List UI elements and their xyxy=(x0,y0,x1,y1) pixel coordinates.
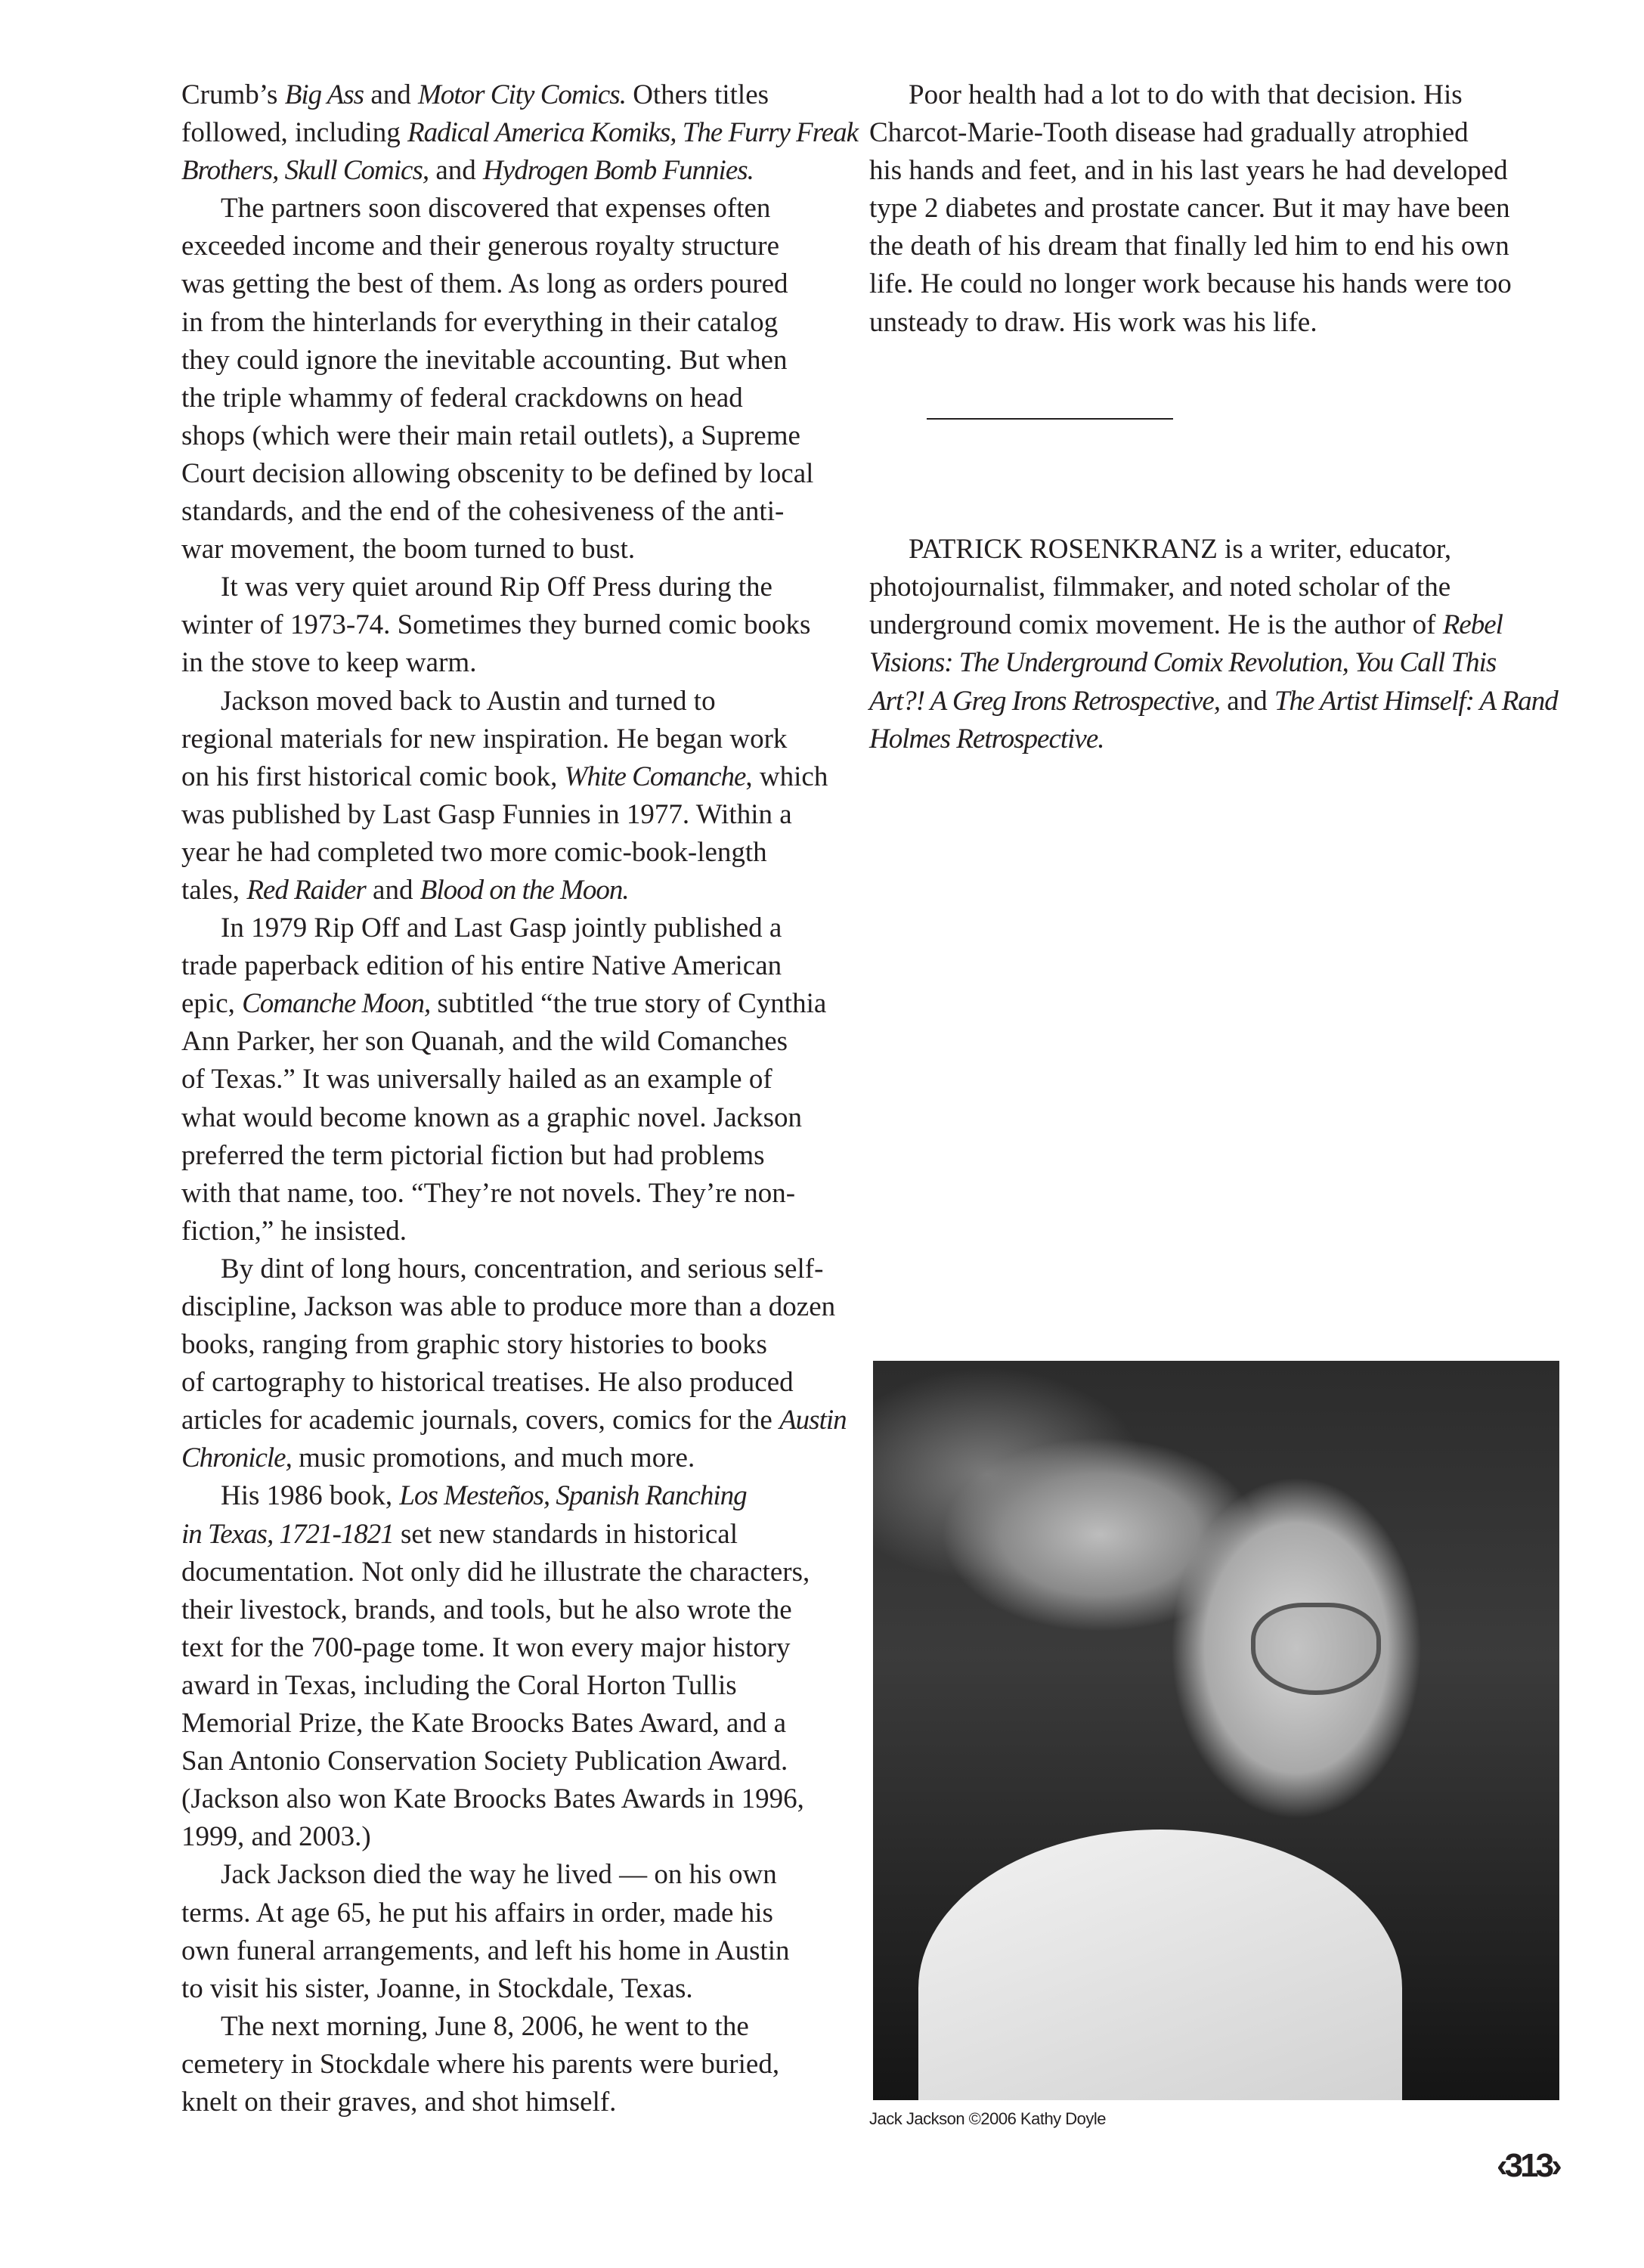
body-text: His 1986 book, xyxy=(221,1480,400,1512)
body-text: shops (which were their main retail outlets), a Supreme xyxy=(181,420,800,451)
author-bio xyxy=(869,531,1565,758)
body-text: Jackson moved back to Austin and turned to xyxy=(221,685,716,717)
italic-title-text: Visions: The Underground Comix Revolution, You Call This xyxy=(869,647,1497,679)
photo-glasses-shape xyxy=(1251,1603,1381,1695)
closing-paragraph xyxy=(869,76,1565,342)
text-line xyxy=(181,493,839,531)
portrait-photo xyxy=(873,1361,1559,2100)
paragraph xyxy=(181,1477,839,1856)
italic-title-text: Radical America Komiks, The Furry Freak xyxy=(407,117,859,149)
body-text: Crumb’s xyxy=(181,79,285,110)
body-text: articles for academic journals, covers, comics for the xyxy=(181,1405,780,1436)
text-line xyxy=(181,1364,839,1402)
text-line xyxy=(181,1250,839,1288)
paragraph xyxy=(181,1250,847,1478)
text-line xyxy=(181,1137,839,1175)
body-text: San Antonio Conservation Society Publication Award. xyxy=(181,1746,788,1777)
text-line xyxy=(181,1970,839,2008)
body-text: Court decision allowing obscenity to be defined by local xyxy=(181,457,814,489)
text-line xyxy=(181,1213,839,1250)
body-text: (Jackson also won Kate Broocks Bates Awards in 1996, xyxy=(181,1783,804,1815)
body-text: of Texas.” It was universally hailed as an example of xyxy=(181,1064,772,1095)
body-text: war movement, the boom turned to bust. xyxy=(181,534,636,565)
text-line xyxy=(181,114,859,152)
left-text-column xyxy=(181,76,859,2121)
italic-title-text: Brothers, Skull Comics, xyxy=(181,155,429,187)
body-text: fiction,” he insisted. xyxy=(181,1215,407,1247)
body-text: to visit his sister, Joanne, in Stockdale, Texas. xyxy=(181,1972,693,2004)
text-line xyxy=(869,531,1565,569)
text-line xyxy=(181,606,839,644)
text-line xyxy=(181,2008,839,2046)
text-line xyxy=(869,606,1565,644)
text-line xyxy=(181,834,839,872)
body-text: in the stove to keep warm. xyxy=(181,647,477,679)
body-text: By dint of long hours, concentration, and serious self- xyxy=(221,1253,824,1284)
body-text: type 2 diabetes and prostate cancer. But it may have been xyxy=(869,193,1510,225)
body-text: documentation. Not only did he illustrate the characters, xyxy=(181,1556,810,1588)
text-line xyxy=(181,758,839,796)
page-number: ‹313› xyxy=(1497,2147,1559,2184)
text-line xyxy=(181,1439,839,1477)
italic-title-text: Los Mesteños, Spanish Ranching xyxy=(399,1480,747,1512)
text-line xyxy=(181,1477,839,1515)
body-text: books, ranging from graphic story histories to books xyxy=(181,1329,767,1361)
body-text: his hands and feet, and in his last years he had developed xyxy=(869,155,1508,187)
paragraph xyxy=(181,190,839,569)
body-text: unsteady to draw. His work was his life. xyxy=(869,306,1317,338)
paragraph xyxy=(181,909,839,1250)
body-text: year he had completed two more comic-book-length xyxy=(181,836,767,868)
text-line xyxy=(181,152,839,190)
text-line xyxy=(181,683,839,720)
text-line xyxy=(869,114,1565,152)
body-text: the triple whammy of federal crackdowns on head xyxy=(181,382,743,414)
italic-title-text: Red Raider xyxy=(246,874,366,906)
italic-title-text: Chronicle, xyxy=(181,1442,292,1474)
body-text: terms. At age 65, he put his affairs in order, made his xyxy=(181,1897,773,1929)
text-line xyxy=(869,720,1565,758)
body-text: The partners soon discovered that expenses often xyxy=(221,193,771,225)
body-text: standards, and the end of the cohesiveness of the anti- xyxy=(181,496,785,528)
body-text: The next morning, June 8, 2006, he went to the xyxy=(221,2010,749,2042)
body-text: Others titles xyxy=(625,79,769,110)
italic-title-text: Holmes Retrospective. xyxy=(869,723,1104,754)
italic-title-text: in Texas, 1721-1821 xyxy=(181,1518,394,1550)
body-text: regional materials for new inspiration. He began work xyxy=(181,723,788,754)
text-line xyxy=(181,265,839,303)
text-line xyxy=(869,265,1565,303)
text-line xyxy=(181,1591,839,1629)
italic-title-text: Art?! A Greg Irons Retrospective, xyxy=(869,685,1221,717)
body-text: preferred the term pictorial fiction but had problems xyxy=(181,1139,765,1171)
text-line xyxy=(181,1288,839,1326)
italic-title-text: Hydrogen Bomb Funnies. xyxy=(483,155,754,187)
body-text: 1999, and 2003.) xyxy=(181,1821,371,1853)
text-line xyxy=(869,76,1565,114)
text-line xyxy=(181,720,839,758)
italic-title-text: Austin xyxy=(779,1405,847,1436)
body-text: the death of his dream that finally led him to end his own xyxy=(869,231,1509,262)
text-line xyxy=(181,1856,839,1894)
text-line xyxy=(869,190,1565,228)
italic-title-text: Big Ass xyxy=(284,79,364,110)
text-line xyxy=(181,1818,839,1856)
text-line xyxy=(869,683,1565,720)
body-text: on his first historical comic book, xyxy=(181,761,565,792)
body-text: and xyxy=(429,155,484,187)
body-text: underground comix movement. He is the author of xyxy=(869,609,1443,641)
text-line xyxy=(181,1705,839,1743)
text-line xyxy=(181,796,839,834)
body-text: music promotions, and much more. xyxy=(291,1442,695,1474)
body-text: what would become known as a graphic novel. Jackson xyxy=(181,1101,802,1133)
text-line xyxy=(181,1667,839,1705)
text-line xyxy=(181,228,839,265)
body-text: It was very quiet around Rip Off Press during the xyxy=(221,572,772,603)
body-text: with that name, too. “They’re not novels. They’re non- xyxy=(181,1177,796,1209)
paragraph xyxy=(869,531,1565,758)
text-line xyxy=(181,1023,839,1061)
body-text: In 1979 Rip Off and Last Gasp jointly published a xyxy=(221,912,782,944)
body-text: , which xyxy=(745,761,828,792)
body-text: cemetery in Stockdale where his parents were buried, xyxy=(181,2048,780,2080)
paragraph xyxy=(181,569,839,682)
body-text: Memorial Prize, the Kate Broocks Bates Award, and a xyxy=(181,1708,787,1740)
body-text: their livestock, brands, and tools, but he also wrote the xyxy=(181,1594,792,1625)
text-line xyxy=(181,1743,839,1780)
text-line xyxy=(181,1402,847,1439)
text-line xyxy=(181,1326,839,1364)
text-line xyxy=(181,985,839,1023)
text-line xyxy=(181,644,839,682)
body-text: epic, xyxy=(181,988,243,1020)
text-line xyxy=(869,304,1565,342)
text-line xyxy=(181,76,839,114)
text-line xyxy=(181,1061,839,1098)
body-text: exceeded income and their generous royalty structure xyxy=(181,231,780,262)
section-divider-rule xyxy=(927,418,1173,420)
text-line xyxy=(869,152,1565,190)
italic-title-text: Blood on the Moon. xyxy=(420,874,629,906)
text-line xyxy=(181,1554,839,1591)
text-line xyxy=(181,190,839,228)
text-line xyxy=(181,2084,839,2121)
body-text: they could ignore the inevitable accounting. But when xyxy=(181,344,788,376)
body-text: Ann Parker, her son Quanah, and the wild Comanches xyxy=(181,1026,788,1058)
body-text: discipline, Jackson was able to produce more than a dozen xyxy=(181,1291,836,1322)
body-text: of cartography to historical treatises. He also produced xyxy=(181,1367,794,1399)
text-line xyxy=(181,1099,839,1137)
text-line xyxy=(181,872,839,909)
right-text-column xyxy=(869,76,1565,758)
body-text: in from the hinterlands for everything in their catalog xyxy=(181,306,779,338)
body-text: text for the 700-page tome. It won every major history xyxy=(181,1631,791,1663)
body-text: award in Texas, including the Coral Horton Tullis xyxy=(181,1669,737,1701)
body-text: Jack Jackson died the way he lived — on his own xyxy=(221,1859,777,1891)
body-text: and xyxy=(365,874,420,906)
paragraph xyxy=(181,683,839,910)
body-text: tales, xyxy=(181,874,247,906)
body-text: and xyxy=(364,79,419,110)
italic-title-text: The Artist Himself: A Rand xyxy=(1274,685,1558,717)
body-text: photojournalist, filmmaker, and noted scholar of the xyxy=(869,572,1451,603)
italic-title-text: White Comanche xyxy=(564,761,746,792)
photo-caption: Jack Jackson ©2006 Kathy Doyle xyxy=(869,2109,1107,2128)
text-line xyxy=(869,569,1565,606)
body-text: own funeral arrangements, and left his home in Austin xyxy=(181,1935,790,1966)
text-line xyxy=(181,304,839,342)
text-line xyxy=(181,1780,839,1818)
text-line xyxy=(181,1175,839,1213)
photo-shirt-shape xyxy=(918,1830,1402,2100)
body-text: followed, including xyxy=(181,117,408,149)
body-text: life. He could no longer work because his hands were too xyxy=(869,268,1512,300)
body-text: was getting the best of them. As long as orders poured xyxy=(181,268,788,300)
paragraph xyxy=(181,1856,839,2007)
text-line xyxy=(181,1629,839,1667)
text-line xyxy=(181,1932,839,1970)
text-line xyxy=(181,417,839,455)
text-line xyxy=(181,1516,839,1554)
body-text: knelt on their graves, and shot himself. xyxy=(181,2086,617,2118)
text-line xyxy=(181,531,839,569)
text-line xyxy=(181,569,839,606)
paragraph xyxy=(869,76,1565,342)
italic-title-text: Comanche Moon, xyxy=(242,988,431,1020)
italic-title-text: Motor City Comics. xyxy=(418,79,626,110)
text-line xyxy=(181,1895,839,1932)
body-text: Poor health had a lot to do with that decision. His xyxy=(909,79,1463,110)
body-text: was published by Last Gasp Funnies in 1977. Within a xyxy=(181,798,792,830)
italic-title-text: Rebel xyxy=(1442,609,1503,641)
text-line xyxy=(181,455,839,493)
text-line xyxy=(869,228,1565,265)
body-text: and xyxy=(1220,685,1274,717)
body-text: Charcot-Marie-Tooth disease had gradually atrophied xyxy=(869,117,1469,149)
body-text: PATRICK ROSENKRANZ is a writer, educator, xyxy=(909,534,1452,565)
body-text: winter of 1973-74. Sometimes they burned comic books xyxy=(181,609,811,641)
paragraph xyxy=(181,76,859,190)
text-line xyxy=(181,947,839,985)
body-text: trade paperback edition of his entire Native American xyxy=(181,950,782,982)
paragraph xyxy=(181,2008,839,2121)
text-line xyxy=(181,2046,839,2084)
body-text: set new standards in historical xyxy=(393,1518,738,1550)
text-line xyxy=(181,380,839,417)
text-line xyxy=(181,342,839,380)
text-line xyxy=(869,644,1565,682)
body-text: subtitled “the true story of Cynthia xyxy=(430,988,827,1020)
text-line xyxy=(181,909,839,947)
